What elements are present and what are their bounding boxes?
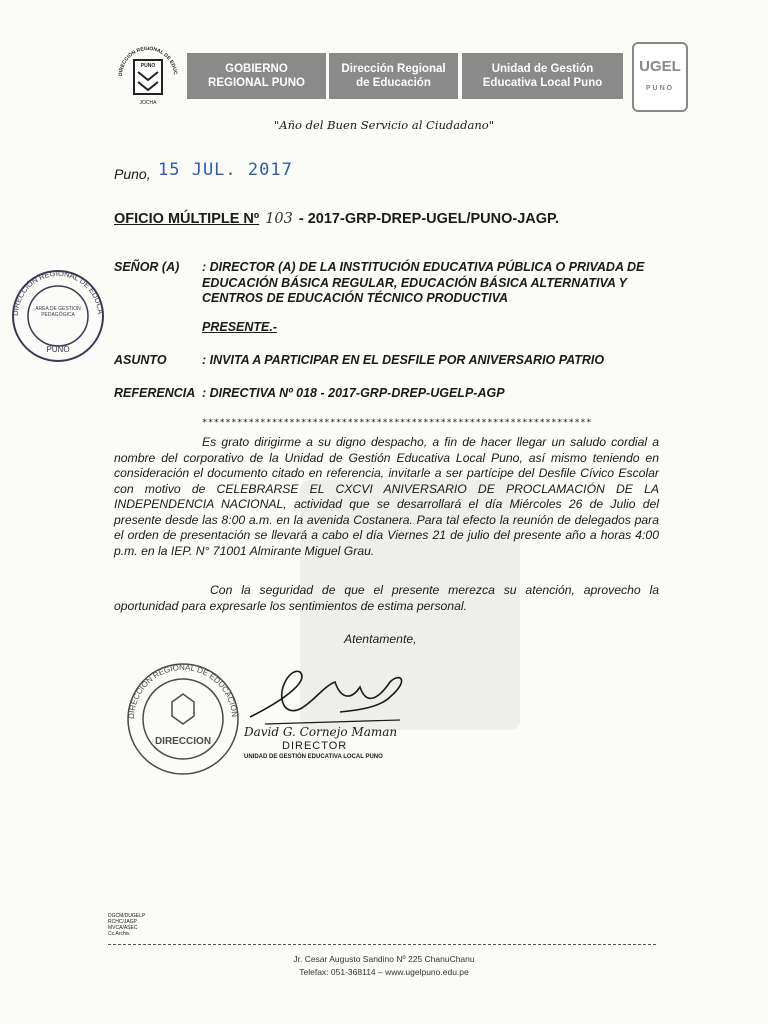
senor-value: : DIRECTOR (A) DE LA INSTITUCIÓN EDUCATIVA PÚBLICA O PRIVADA DE EDUCACIÓN BÁSICA REGULAR, EDUCACIÓN BÁSICA ALTERNATIVA Y CENTROS DE EDUCACIÓN TÉCNICO PRODUCTIVA	[202, 260, 645, 305]
header-ugel: Unidad de Gestión Educativa Local Puno	[462, 53, 623, 99]
ugel-logo: UGEL PUNO	[632, 42, 688, 112]
reference-initials: DGCM/DUGELP RCHC/JAGP MVCA/ASEC Cc.Archiv.	[108, 913, 146, 937]
stamp-inner-text: ÁREA DE GESTIÓN PEDAGÓGICA	[35, 306, 81, 318]
referencia-value: : DIRECTIVA Nº 018 - 2017-GRP-DREP-UGELP-AGP	[202, 386, 505, 400]
date-stamp: 15 JUL. 2017	[158, 160, 293, 180]
area-stamp	[10, 268, 106, 364]
logo-ring-text: DIRECCIÓN REGIONAL DE EDUC	[117, 45, 179, 77]
footer-divider	[108, 944, 656, 945]
header-direccion: Dirección Regional de Educación	[329, 53, 458, 99]
asunto-value: : INVITA A PARTICIPAR EN EL DESFILE POR ANIVERSARIO PATRIO	[202, 353, 605, 367]
body-paragraph-2: Con la seguridad de que el presente merezca su atención, aprovecho la oportunidad para expresarle los sentimientos de estima personal.	[114, 583, 659, 613]
signer-title: DIRECTOR	[282, 740, 348, 752]
referencia-label: REFERENCIA	[114, 386, 196, 400]
footer-address: Jr. Cesar Augusto Sandino Nº 225 ChanuChanu	[293, 954, 475, 964]
presente-line: PRESENTE.-	[202, 320, 278, 334]
logo-bottom: JOCHA	[139, 100, 157, 106]
header-gobierno: GOBIERNO REGIONAL PUNO	[187, 53, 326, 99]
senor-label: SEÑOR (A)	[114, 260, 180, 274]
signer-name: David G. Cornejo Maman	[244, 725, 398, 739]
footer-contact: Telefax: 051-368114 – www.ugelpuno.edu.pe	[299, 967, 469, 977]
sig-stamp-ring: DIRECCIÓN REGIONAL DE EDUCACIÓN	[126, 662, 240, 720]
stamp-bottom-text: PUNO	[46, 345, 70, 354]
handwritten-signature	[240, 662, 420, 732]
sig-stamp-inner: DIRECCION	[154, 736, 212, 747]
closing: Atentamente,	[344, 632, 417, 646]
oficio-title: OFICIO MÚLTIPLE Nº 103 - 2017-GRP-DREP-UGEL/PUNO-JAGP.	[114, 211, 559, 227]
asunto-label: ASUNTO	[114, 353, 167, 367]
logo-puno: PUNO	[140, 63, 156, 69]
body-paragraph-1: Es grato dirigirme a su digno despacho, a fin de hacer llegar un saludo cordial a nombre del corporativo de la Unidad de Gestión Educativa Local Puno, así mismo teniendo en consideración el documento citado en referencia, invitarle a ser partícipe del Desfile Cívico Escolar con motivo de CELEBRARSE EL CXCVI ANIVERSARIO DE PROCLAMACIÓN DE LA INDEPENDENCIA NACIONAL, actividad que se desarrollará el día Miércoles 26 de Julio del presente desde las 8:00 a.m. en la avenida Costanera. Para tal efecto la reunión de delegados para el orden de presentación se llevará a cabo el día Viernes 21 de julio del presente año a horas 4:00 p.m. en la IEP. N° 71001 Almirante Miguel Grau.	[114, 435, 659, 558]
date-city: Puno,	[114, 166, 151, 182]
stamp-ring-text: DIRECCIÓN REGIONAL DE EDUCA	[10, 268, 106, 317]
signer-unit: UNIDAD DE GESTIÓN EDUCATIVA LOCAL PUNO	[244, 754, 383, 760]
motto: "Año del Buen Servicio al Ciudadano"	[274, 118, 494, 132]
direccion-stamp	[124, 660, 242, 778]
oficio-number: 103	[265, 211, 293, 227]
drep-logo	[112, 40, 184, 112]
separator: *******************************************************************	[202, 418, 592, 428]
